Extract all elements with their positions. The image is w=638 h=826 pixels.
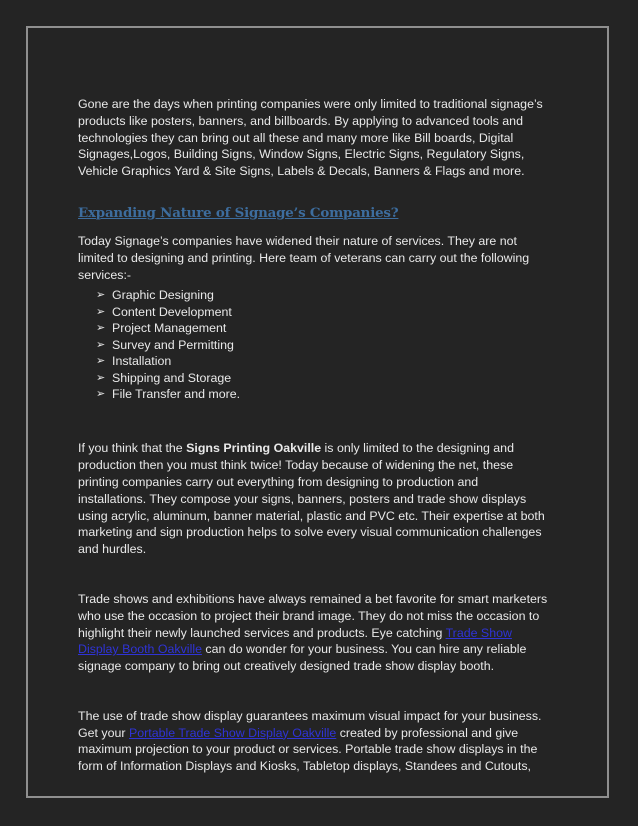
section-heading: Expanding Nature of Signage’s Companies? [78, 204, 399, 221]
paragraph-text: The use of trade show display guarantees maximum visual impact for your business. Get your [78, 708, 542, 740]
service-label: Shipping and Storage [112, 370, 232, 385]
portable-display-link[interactable]: Portable Trade Show Display Oakville [128, 725, 337, 740]
arrow-bullet-icon: ➢ [96, 371, 106, 384]
paragraph-text: If you think that the [78, 441, 187, 456]
arrow-bullet-icon: ➢ [96, 338, 106, 351]
service-label: Content Development [112, 304, 232, 319]
section-intro-paragraph: Today Signage’s companies have widened their nature of services. They are not limited to designing and printing. Here team of veterans can carry out the following services:- [78, 234, 530, 282]
service-label: File Transfer and more. [112, 386, 241, 401]
services-list [78, 287, 548, 402]
paragraph-text: can do wonder for your business. You can hire any reliable signage company to bring out creatively designed trade show display booth. [78, 642, 527, 674]
trade-shows-paragraph [78, 591, 548, 675]
paragraph-text: is only limited to the designing and production then you must think twice! Today because of widening the net, these printing companies carry out everything from designing to production and installations. They compose your signs, banners, posters and trade show displays using acrylic, aluminum, banner material, plastic and PVC etc. Their expertise at both marketing and sign production helps to solve every visual communication challenges and hurdles. [78, 441, 545, 557]
document-body [78, 96, 548, 775]
signs-printing-paragraph [78, 440, 548, 558]
trade-show-booth-link[interactable]: Trade Show Display Booth Oakville [78, 625, 512, 657]
service-label: Installation [112, 354, 172, 369]
service-item [96, 304, 548, 320]
arrow-bullet-icon: ➢ [96, 305, 106, 318]
paragraph-text: created by professional and give maximum projection to your product or services. Portable trade show displays in the form of Information Displays and Kiosks, Tabletop displays, Standees and Cutouts, [78, 725, 538, 774]
service-item [96, 386, 548, 402]
service-label: Survey and Permitting [112, 337, 234, 352]
service-label: Project Management [112, 321, 227, 336]
arrow-bullet-icon: ➢ [96, 322, 106, 335]
portable-display-paragraph [78, 708, 548, 775]
paragraph-text: Trade shows and exhibitions have always remained a bet favorite for smart marketers who use the occasion to project their brand image. They do not miss the occasion to highlight their newly launched services and products. Eye catching [78, 591, 548, 640]
arrow-bullet-icon: ➢ [96, 355, 106, 368]
service-item [96, 320, 548, 336]
arrow-bullet-icon: ➢ [96, 387, 106, 400]
arrow-bullet-icon: ➢ [96, 289, 106, 302]
bold-keyword: Signs Printing Oakville [186, 441, 322, 456]
service-item [96, 370, 548, 386]
service-item [96, 287, 548, 303]
intro-paragraph: Gone are the days when printing companies were only limited to traditional signage’s products like posters, banners, and billboards. By applying to advanced tools and technologies they can bring out all these and many more like Bill boards, Digital Signages,Logos, Building Signs, Window Signs, Electric Signs, Regulatory Signs, Vehicle Graphics Yard & Site Signs, Labels & Decals, Banners & Flags and more. [78, 97, 543, 179]
service-item [96, 337, 548, 353]
service-item [96, 353, 548, 369]
service-label: Graphic Designing [112, 288, 214, 303]
